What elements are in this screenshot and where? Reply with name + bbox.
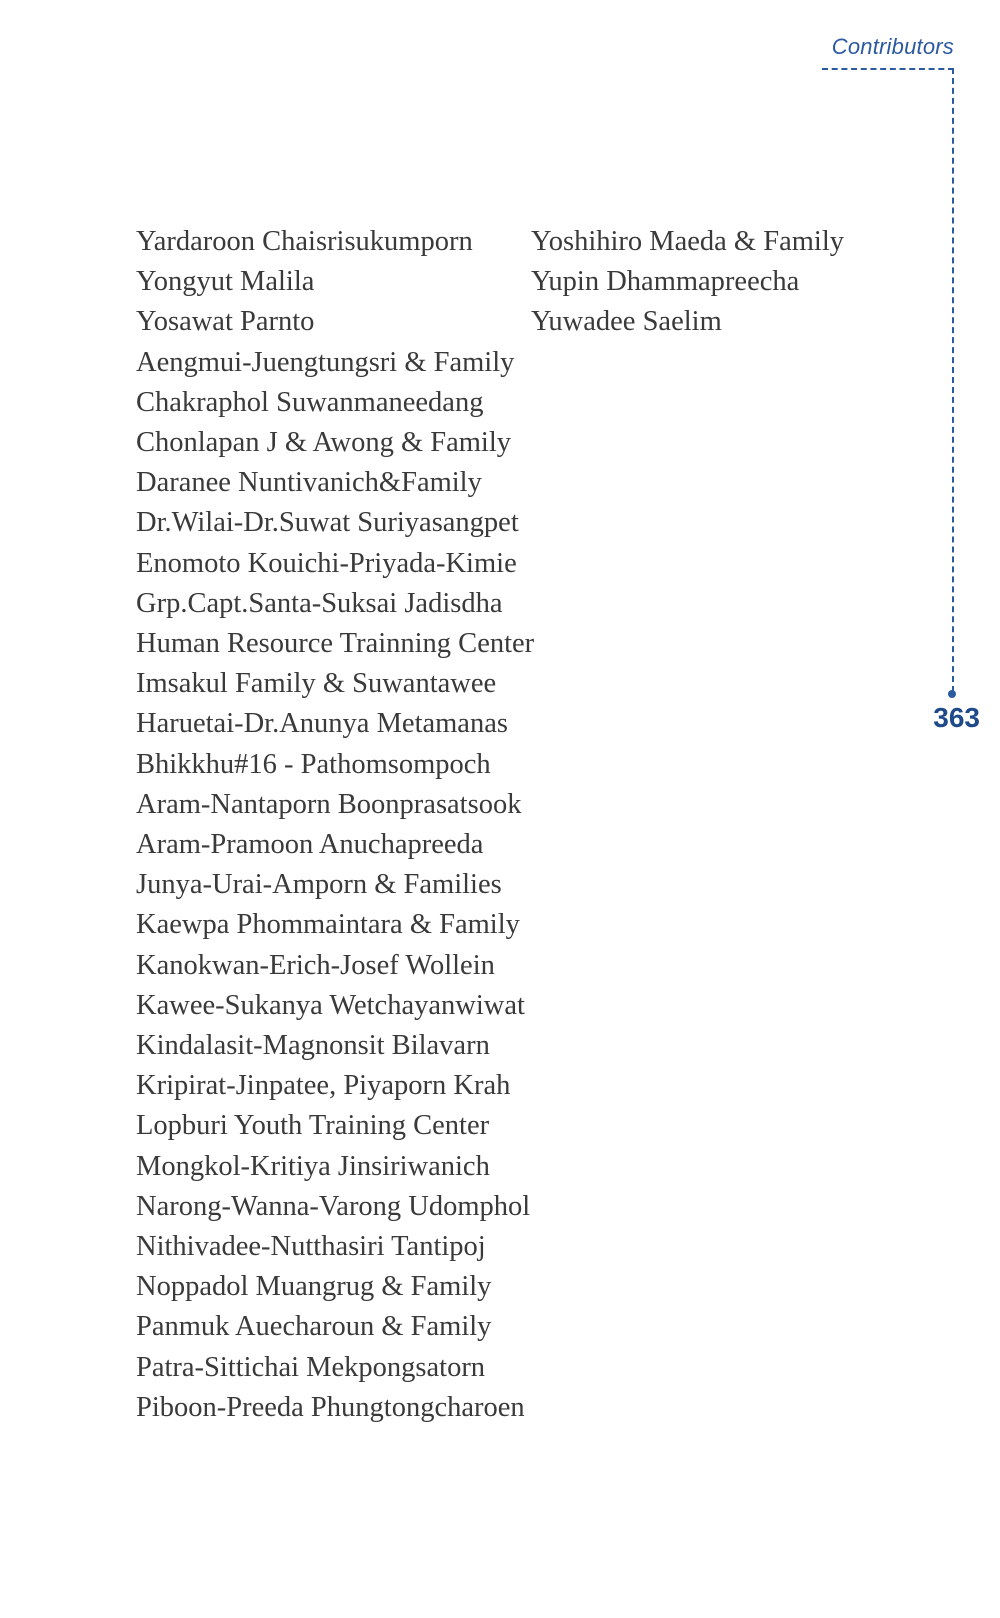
contributor-name: Chonlapan J & Awong & Family [136,427,512,459]
contributor-name: Dr.Wilai-Dr.Suwat Suriyasangpet [136,507,519,539]
contributor-name: Haruetai-Dr.Anunya Metamanas [136,708,508,740]
contributor-name: Yongyut Malila [136,266,315,298]
contributor-name: Aram-Pramoon Anuchapreeda [136,829,484,861]
contributor-name: Human Resource Trainning Center [136,628,535,660]
contributor-list-right [531,222,844,343]
contributor-name: Panmuk Auecharoun & Family [136,1311,492,1343]
contributor-name: Piboon-Preeda Phungtongcharoen [136,1391,525,1423]
contributor-name: Enomoto Kouichi-Priyada-Kimie [136,547,517,579]
contributor-name: Daranee Nuntivanich&Family [136,467,482,499]
contributor-name: Aengmui-Juengtungsri & Family [136,346,515,378]
contributor-name: Yardaroon Chaisrisukumporn [136,226,473,257]
contributor-name: Aram-Nantaporn Boonprasatsook [136,788,522,820]
dotted-rule-vertical [952,68,954,692]
contributor-name: Junya-Urai-Amporn & Families [136,869,502,901]
contributor-name: Patra-Sittichai Mekpongsatorn [136,1351,486,1383]
page-number: 363 [933,702,980,733]
section-title: Contributors [831,34,954,59]
contributor-name: Yoshihiro Maeda & Family [531,226,844,257]
contributor-name: Yosawat Parnto [136,306,315,338]
contributor-name: Kawee-Sukanya Wetchayanwiwat [136,989,525,1021]
contributor-name: Yuwadee Saelim [531,306,722,338]
contributor-name: Bhikkhu#16 - Pathomsompoch [136,748,491,780]
contributor-name: Kaewpa Phommaintara & Family [136,909,520,941]
contributor-name: Nithivadee-Nutthasiri Tantipoj [136,1231,486,1263]
contributor-name: Kanokwan-Erich-Josef Wollein [136,949,495,981]
rule-end-dot [948,690,956,698]
contributor-name: Narong-Wanna-Varong Udomphol [136,1190,531,1222]
contributor-name: Noppadol Muangrug & Family [136,1271,492,1303]
dotted-rule-horizontal [822,68,954,70]
contributor-name: Yupin Dhammapreecha [531,266,800,298]
contributor-name: Chakraphol Suwanmaneedang [136,386,484,418]
contributor-name: Kripirat-Jinpatee, Piyaporn Krah [136,1070,511,1102]
contributor-list-left [136,222,534,1428]
contributor-name: Grp.Capt.Santa-Suksai Jadisdha [136,587,503,619]
contributor-name: Lopburi Youth Training Center [136,1110,490,1142]
contributor-name: Kindalasit-Magnonsit Bilavarn [136,1030,490,1062]
contributor-name: Imsakul Family & Suwantawee [136,668,497,700]
contributor-name: Mongkol-Kritiya Jinsiriwanich [136,1150,490,1182]
